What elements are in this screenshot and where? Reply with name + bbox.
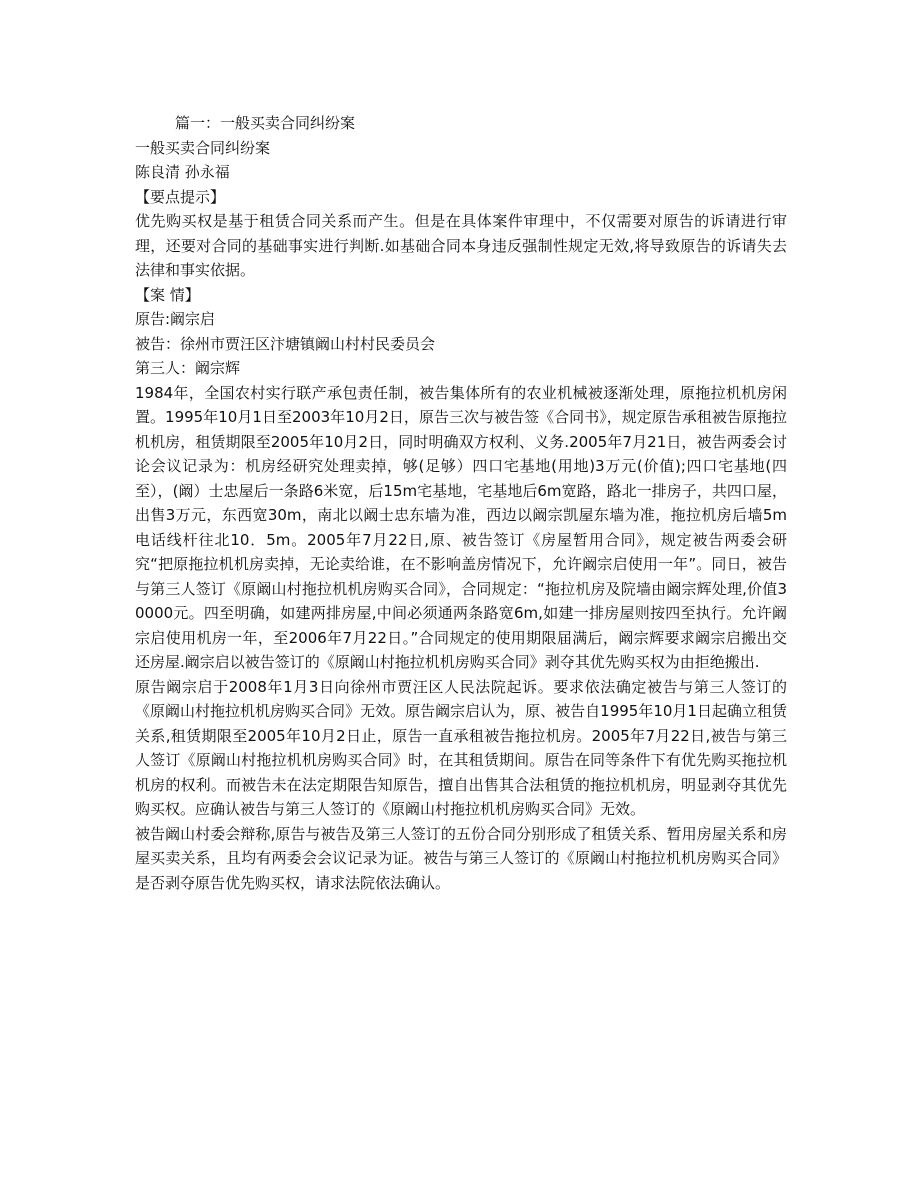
defendant-defense-paragraph: 被告阚山村委会辩称,原告与被告及第三人签订的五份合同分别形成了租赁关系、暂用房屋关系和房屋买卖关系，且均有两委会会议记录为证。被告与第三人签订的《原阚山村拖拉机机房购买合同》是否剥夺原告优先购买权，请求法院依法确认。 [135, 824, 787, 892]
document-body [135, 111, 787, 895]
third-party-line: 第三人：阚宗辉 [135, 359, 241, 377]
plaintiff-claim-paragraph: 原告阚宗启于2008年1月3日向徐州市贾汪区人民法院起诉。要求依法确定被告与第三人签订的《原阚山村拖拉机机房购买合同》无效。原告阚宗启认为，原、被告自1995年10月1日起确立租赁关系,租赁期限至2005年10月2日止，原告一直承租被告拖拉机房。2005年7月22日,被告与第三人签订《原阚山村拖拉机机房购买合同》时，在其租赁期间。原告在同等条件下有优先购买拖拉机机房的权利。而被告未在法定期限告知原告，擅自出售其合法租赁的拖拉机机房，明显剥夺其优先购买权。应确认被告与第三人签订的《原阚山村拖拉机机房购买合同》无效。 [135, 677, 787, 818]
document-authors: 陈良清 孙永福 [135, 163, 230, 181]
case-facts-paragraph: 1984年，全国农村实行联产承包责任制，被告集体所有的农业机械被逐渐处理，原拖拉机机房闲置。1995年10月1日至2003年10月2日，原告三次与被告签《合同书》，规定原告承租被告原拖拉机机房，租赁期限至2005年10月2日，同时明确双方权利、义务.2005年7月21日，被告两委会讨论会议记录为：机房经研究处理卖掉，够(足够）四口宅基地(用地)3万元(价值);四口宅基地(四至），(阚）士忠屋后一条路6米宽，后15m宅基地，宅基地后6m宽路，路北一排房子，共四口屋，出售3万元，东西宽30m，南北以阚士忠东墙为准，西边以阚宗凯屋东墙为准，拖拉机房后墙5m电话线杆往北10．5m。2005年7月22日,原、被告签订《房屋暂用合同》，规定被告两委会研究“把原拖拉机机房卖掉，无论卖给谁，在不影响盖房情况下，允许阚宗启使用一年”。同日，被告与第三人签订《原阚山村拖拉机机房购买合同》，合同规定：“拖拉机房及院墙由阚宗辉处理,价值30000元。四至明确，如建两排房屋,中间必须通两条路宽6m,如建一排房屋则按四至执行。允许阚宗启使用机房一年，至2006年7月22日。”合同规定的使用期限届满后，阚宗辉要求阚宗启搬出交还房屋.阚宗启以被告签订的《原阚山村拖拉机机房购买合同》剥夺其优先购买权为由拒绝搬出. [135, 383, 787, 671]
key-points-paragraph: 优先购买权是基于租赁合同关系而产生。但是在具体案件审理中，不仅需要对原告的诉请进行审理，还要对合同的基础事实进行判断.如基础合同本身违反强制性规定无效,将导致原告的诉请失去法律和事实依据。 [135, 212, 787, 279]
document-heading: 篇一：一般买卖合同纠纷案 [175, 114, 356, 132]
section-case-heading: 【案 情】 [135, 285, 200, 304]
document-title: 一般买卖合同纠纷案 [135, 138, 271, 157]
section-key-points-heading: 【要点提示】 [135, 187, 226, 206]
defendant-line: 被告：徐州市贾汪区汴塘镇阚山村村民委员会 [135, 334, 436, 353]
plaintiff-line: 原告:阚宗启 [135, 310, 216, 328]
